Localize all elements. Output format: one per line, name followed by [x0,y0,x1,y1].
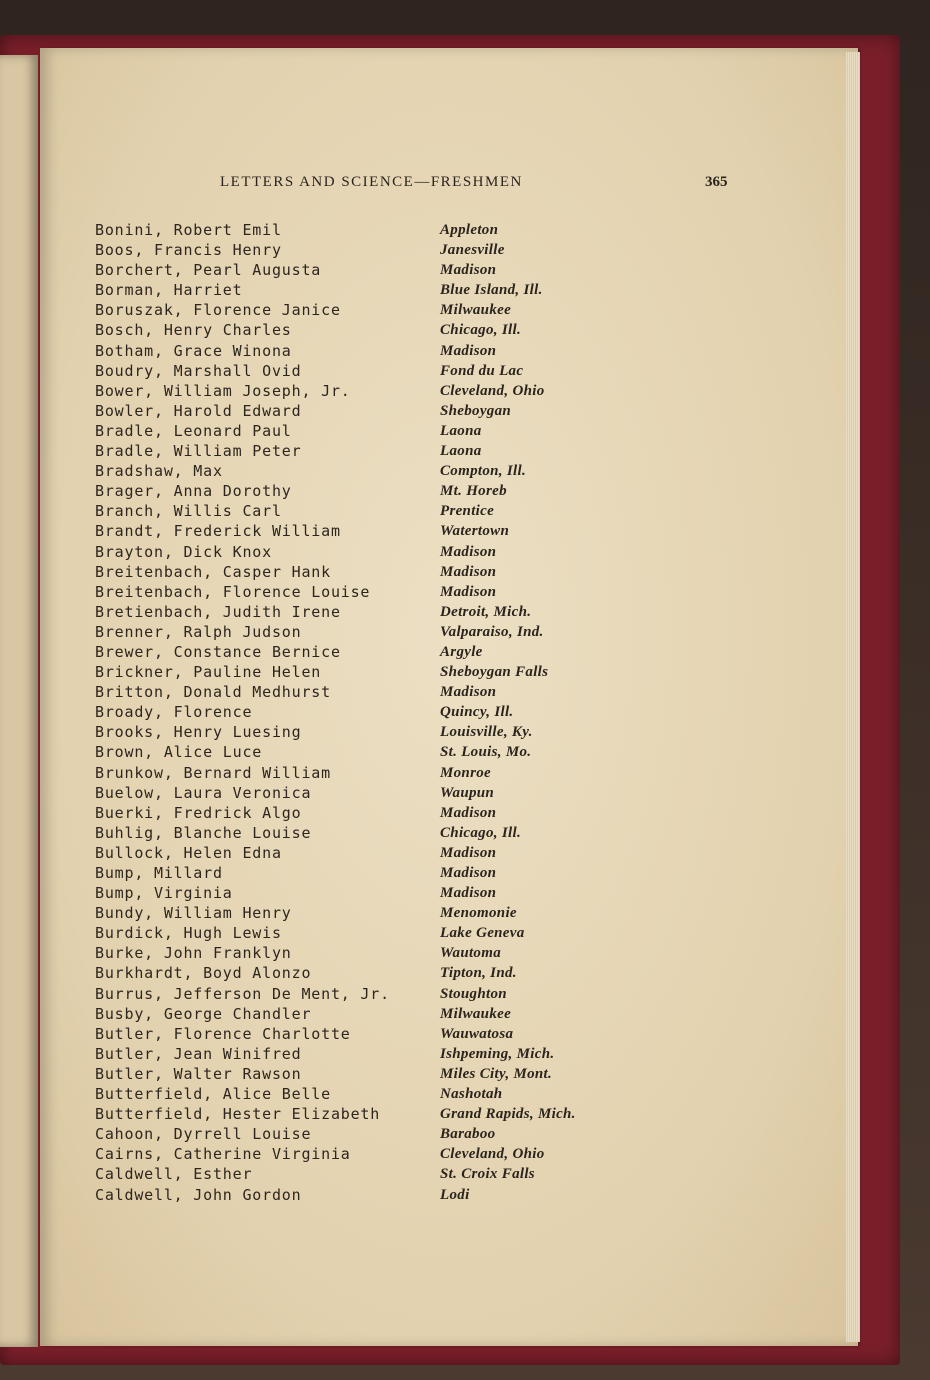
student-hometown: Prentice [440,503,495,520]
student-name: Bosch, Henry Charles [95,321,292,340]
page-stack-edge [846,52,860,1342]
student-hometown: Compton, Ill. [440,463,527,480]
student-hometown: Sheboygan Falls [440,664,549,681]
names-column [95,220,390,1205]
student-name: Buerki, Fredrick Algo [95,803,302,822]
student-hometown: Chicago, Ill. [440,322,521,339]
student-name: Brandt, Frederick William [95,522,341,541]
student-name: Brunkow, Bernard William [95,763,331,782]
student-hometown: Madison [440,804,497,821]
student-name: Buelow, Laura Veronica [95,783,312,802]
student-name: Cahoon, Dyrrell Louise [95,1125,312,1144]
student-hometown: Appleton [440,222,499,238]
student-hometown: Laona [440,443,482,460]
student-hometown: Wauwatosa [440,1025,514,1042]
student-name: Cairns, Catherine Virginia [95,1145,351,1164]
student-hometown: Madison [440,865,497,881]
student-hometown: Madison [440,262,497,279]
student-name: Caldwell, John Gordon [95,1185,302,1204]
student-hometown: Waupun [440,784,495,801]
student-name: Burdick, Hugh Lewis [95,924,282,943]
student-name: Butterfield, Hester Elizabeth [95,1105,381,1124]
student-hometown: Stoughton [440,985,507,1002]
student-name: Boudry, Marshall Ovid [95,361,302,380]
student-name: Bump, Virginia [95,884,233,903]
student-name: Butler, Florence Charlotte [95,1024,351,1043]
student-name: Branch, Willis Carl [95,502,282,521]
student-hometown: Milwaukee [440,1005,512,1022]
student-hometown: Detroit, Mich. [440,603,532,620]
student-name: Botham, Grace Winona [95,341,292,360]
student-name: Brenner, Ralph Judson [95,622,302,641]
student-name: Bradle, Leonard Paul [95,421,292,440]
student-name: Britton, Donald Medhurst [95,683,331,702]
student-hometown: Madison [440,684,497,701]
student-name: Buhlig, Blanche Louise [95,823,312,842]
student-name: Butterfield, Alice Belle [95,1085,331,1104]
student-name: Borchert, Pearl Augusta [95,261,322,280]
places-column [440,220,576,1205]
student-name: Breitenbach, Casper Hank [95,562,331,581]
student-name: Butler, Jean Winifred [95,1044,302,1063]
student-name: Bullock, Helen Edna [95,843,282,862]
student-name: Bowler, Harold Edward [95,401,302,420]
student-hometown: Quincy, Ill. [440,704,514,721]
student-hometown: Laona [440,422,482,439]
student-name: Bradle, William Peter [95,442,302,461]
page-number: 365 [705,174,728,190]
student-hometown: Watertown [440,523,510,540]
student-hometown: St. Louis, Mo. [440,744,532,761]
student-hometown: Fond du Lac [440,362,524,379]
student-name: Caldwell, Esther [95,1165,253,1184]
student-name: Bower, William Joseph, Jr. [95,381,351,400]
student-hometown: Madison [440,885,497,902]
student-hometown: Menomonie [440,905,517,922]
student-name: Borman, Harriet [95,281,243,300]
student-hometown: Cleveland, Ohio [440,382,545,399]
student-name: Brooks, Henry Luesing [95,723,302,742]
student-hometown: Cleveland, Ohio [440,1146,545,1163]
student-name: Brager, Anna Dorothy [95,482,292,501]
student-name: Boos, Francis Henry [95,241,282,260]
student-hometown: Nashotah [440,1086,503,1103]
student-hometown: Grand Rapids, Mich. [440,1106,576,1123]
student-hometown: Madison [440,844,497,861]
student-name: Bonini, Robert Emil [95,221,282,239]
student-hometown: Louisville, Ky. [440,724,533,741]
student-name: Burke, John Franklyn [95,944,292,963]
student-hometown: Madison [440,563,497,580]
student-name: Bundy, William Henry [95,904,292,923]
student-name: Broady, Florence [95,703,253,722]
student-hometown: St. Croix Falls [440,1166,535,1183]
student-hometown: Sheboygan [440,402,512,419]
student-hometown: Argyle [440,643,483,660]
student-hometown: Baraboo [440,1126,496,1143]
student-name: Brayton, Dick Knox [95,542,272,561]
student-name: Bretienbach, Judith Irene [95,602,341,621]
student-name: Brickner, Pauline Helen [95,663,322,682]
student-name: Burrus, Jefferson De Ment, Jr. [95,984,390,1003]
student-hometown: Valparaiso, Ind. [440,623,544,640]
student-name: Brown, Alice Luce [95,743,263,762]
student-name: Bump, Millard [95,864,223,882]
student-hometown: Madison [440,342,497,359]
student-hometown: Janesville [440,242,505,259]
student-name: Breitenbach, Florence Louise [95,582,371,601]
student-name: Butler, Walter Rawson [95,1064,302,1083]
student-hometown: Ishpeming, Mich. [440,1045,555,1062]
student-hometown: Madison [440,543,497,560]
student-hometown: Madison [440,583,497,600]
student-name: Busby, George Chandler [95,1004,312,1023]
student-name: Bradshaw, Max [95,462,223,481]
left-page-edge [0,55,38,1347]
student-hometown: Milwaukee [440,302,512,319]
student-hometown: Tipton, Ind. [440,965,517,982]
student-hometown: Mt. Horeb [440,483,507,500]
student-hometown: Lake Geneva [440,925,525,942]
student-hometown: Miles City, Mont. [440,1065,553,1082]
student-hometown: Lodi [440,1186,470,1203]
student-name: Burkhardt, Boyd Alonzo [95,964,312,983]
running-header: LETTERS AND SCIENCE—FRESHMEN [220,174,523,190]
student-name: Brewer, Constance Bernice [95,642,341,661]
student-hometown: Wautoma [440,945,502,962]
student-hometown: Chicago, Ill. [440,824,521,841]
student-hometown: Blue Island, Ill. [440,282,543,299]
student-name: Boruszak, Florence Janice [95,301,341,320]
student-hometown: Monroe [440,764,491,781]
